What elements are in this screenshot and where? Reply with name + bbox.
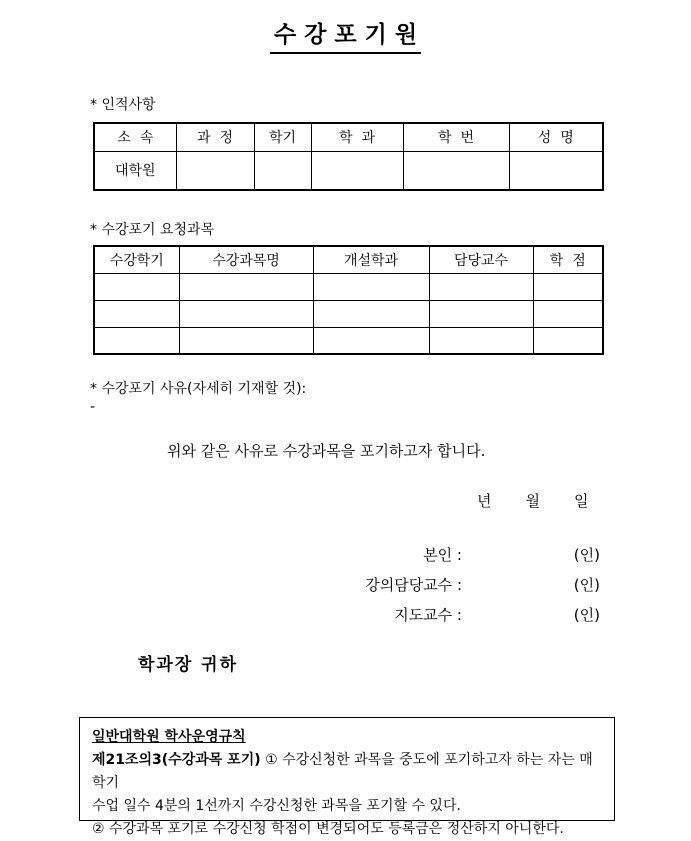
header-course-name: 수강과목명 xyxy=(179,246,313,273)
courses-section-label: * 수강포기 요청과목 xyxy=(90,222,215,238)
regulation-clause-line1 xyxy=(92,749,602,795)
course-row-2 xyxy=(94,300,603,327)
cell-name xyxy=(509,151,603,190)
course-row-3 xyxy=(94,327,603,354)
cell-student-id xyxy=(403,151,509,190)
day-label: 일 xyxy=(574,492,589,510)
header-department: 학 과 xyxy=(311,123,403,151)
regulation-title: 일반대학원 학사운영규칙 xyxy=(92,729,246,745)
header-student-id: 학 번 xyxy=(403,123,509,151)
signature-label-lecturer: 강의담당교수 : xyxy=(365,575,462,594)
table-cell xyxy=(533,300,603,327)
table-cell xyxy=(533,327,603,354)
signature-row-advisor xyxy=(300,599,600,629)
withdrawal-courses-table xyxy=(93,245,604,355)
seal-placeholder-self: (인) xyxy=(573,545,600,564)
header-professor: 담당교수 xyxy=(429,246,533,273)
year-label: 년 xyxy=(477,492,492,510)
cell-department xyxy=(311,151,403,190)
personal-info-data-row xyxy=(94,151,603,190)
table-cell xyxy=(313,327,429,354)
regulation-clause-line3: ② 수강과목 포기로 수강신청 학점이 변경되어도 등록금은 정산하지 아니한다. xyxy=(92,821,564,837)
reason-section-label: * 수강포기 사유(자세히 기재할 것): xyxy=(90,381,307,397)
cell-program xyxy=(176,151,254,190)
header-semester: 학기 xyxy=(254,123,311,151)
regulation-clause-text1: ① 수강신청한 과목을 중도에 포기하고자 하는 자는 매 학기 xyxy=(92,752,593,791)
table-cell xyxy=(429,273,533,300)
statement-text: 위와 같은 사유로 수강과목을 포기하고자 합니다. xyxy=(167,442,486,460)
header-course-semester: 수강학기 xyxy=(94,246,179,273)
seal-placeholder-advisor: (인) xyxy=(573,605,600,624)
table-cell xyxy=(94,273,179,300)
table-cell xyxy=(179,300,313,327)
table-cell xyxy=(533,273,603,300)
header-credits: 학 점 xyxy=(533,246,603,273)
signature-label-advisor: 지도교수 : xyxy=(394,605,462,624)
regulation-box xyxy=(79,717,615,837)
date-line xyxy=(477,490,589,511)
addressee-text: 학과장 귀하 xyxy=(138,655,239,675)
page-title xyxy=(0,16,691,54)
courses-header-row xyxy=(94,246,603,273)
reason-dash: - xyxy=(90,399,96,415)
signature-row-lecturer xyxy=(300,569,600,599)
month-label: 월 xyxy=(525,492,540,510)
table-cell xyxy=(94,300,179,327)
table-cell xyxy=(179,327,313,354)
table-cell xyxy=(313,300,429,327)
table-cell xyxy=(94,327,179,354)
table-cell xyxy=(179,273,313,300)
header-affiliation: 소 속 xyxy=(94,123,176,151)
header-offering-department: 개설학과 xyxy=(313,246,429,273)
cell-semester xyxy=(254,151,311,190)
seal-placeholder-lecturer: (인) xyxy=(573,575,600,594)
table-cell xyxy=(429,327,533,354)
header-name: 성 명 xyxy=(509,123,603,151)
table-cell xyxy=(313,273,429,300)
signature-label-self: 본인 : xyxy=(423,545,462,564)
header-program: 과 정 xyxy=(176,123,254,151)
course-row-1 xyxy=(94,273,603,300)
signature-row-self xyxy=(300,539,600,569)
personal-info-header-row xyxy=(94,123,603,151)
personal-info-table xyxy=(93,122,604,191)
personal-info-section-label: * 인적사항 xyxy=(90,97,156,113)
cell-affiliation: 대학원 xyxy=(94,151,176,190)
table-cell xyxy=(429,300,533,327)
regulation-clause-title: 제21조의3(수강과목 포기) xyxy=(92,752,261,768)
page-title-text: 수 강 포 기 원 xyxy=(270,16,421,54)
regulation-clause-line2: 수업 일수 4분의 1선까지 수강신청한 과목을 포기할 수 있다. xyxy=(92,798,461,814)
signature-block xyxy=(300,539,600,629)
